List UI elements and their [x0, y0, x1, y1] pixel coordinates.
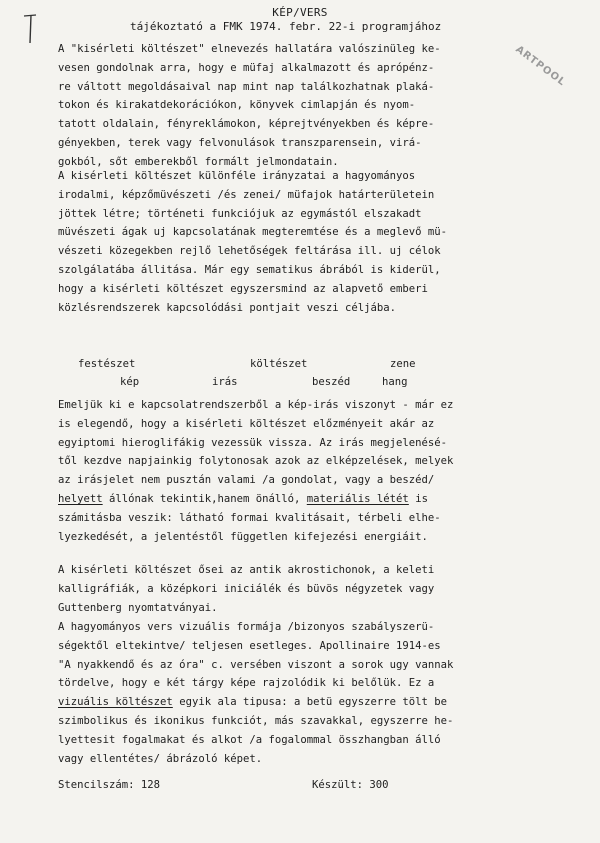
text-line: "A nyakkendő és az óra" c. versében viszont a sorok ugy vannak — [58, 658, 454, 671]
stencil-number: Stencilszám: 128 — [58, 779, 161, 791]
text-line: A "kisérleti költészet" elnevezés hallatára valószinüleg ke- — [58, 43, 441, 55]
text-line: tatott oldalain, fényreklámokon, képrejtvényekben és képre- — [58, 118, 435, 131]
document-title: KÉP/VERS — [272, 6, 328, 19]
paragraph-visual-form — [58, 618, 518, 768]
text-line: közlésrendszerek kapcsolódási pontjait veszi céljába. — [58, 301, 397, 314]
paragraph-image-writing — [58, 396, 518, 546]
text-line: tokon és kirakatdekorációkon, könyvek cimlapján és nyom- — [58, 99, 416, 112]
underlined-word: helyett — [58, 492, 103, 505]
text-line: Guttenberg nyomtatványai. — [58, 601, 218, 614]
text-line: vesen gondolnak arra, hogy e müfaj alkalmazott és aprópénz- — [58, 61, 435, 74]
text-line: számitásba veszik: látható formai kvalitásait, térbeli elhe- — [58, 511, 441, 524]
paragraph-intro — [58, 40, 518, 172]
text-line: gényekben, terek vagy felvonulások transzparensein, virá- — [58, 136, 422, 149]
text-line: irodalmi, képzőmüvészeti /és zenei/ müfajok határterületein — [58, 188, 435, 201]
text-line: A hagyományos vers vizuális formája /bizonyos szabályszerü- — [58, 621, 435, 633]
artpool-stamp: ARTPOOL — [513, 44, 568, 89]
text-line: jöttek létre; történeti funkciójuk az egymástól elszakadt — [58, 207, 422, 220]
text-line: vészeti közegekben rejlő lehetőségek feltárása ill. uj célok — [58, 245, 441, 258]
schematic-diagram — [0, 358, 600, 394]
diagram-label: hang — [382, 376, 408, 388]
diagram-label: költészet — [250, 358, 308, 370]
text-line: szimbolikus és ikonikus funkciót, más szavakkal, egyszerre he- — [58, 714, 454, 727]
text-line: vagy ellentétes/ ábrázoló képet. — [58, 752, 263, 765]
text-line: is elegendő, hogy a kisérleti költészet előzményeit akár az — [58, 417, 435, 430]
text-line: A kisérleti költészet különféle irányzatai a hagyományos — [58, 170, 416, 182]
paragraph-ancestors — [58, 561, 518, 617]
diagram-label: festészet — [78, 358, 136, 370]
underlined-phrase: vizuális költészet — [58, 696, 173, 709]
text-line: hogy a kisérleti költészet egyszersmind az alapvető emberi — [58, 282, 428, 295]
text-line: szolgálatába állitása. Már egy sematikus ábrából is kiderül, — [58, 263, 441, 276]
text-line: gokból, sőt emberekből formált jelmondatain. — [58, 155, 339, 168]
text-line: lyezkedését, a jelentéstől független kifejezési energiáit. — [58, 530, 428, 543]
text-fragment: egyik ala tipusa: a betü egyszerre tölt be — [172, 696, 448, 709]
text-line: A kisérleti költészet ősei az antik akrostichonok, a keleti — [58, 564, 435, 576]
text-line-underlined — [58, 693, 518, 712]
text-fragment: állónak tekintik,hanem önálló, — [102, 492, 307, 505]
text-line: müvészeti ágak uj kapcsolatának megteremtése és a meglevő mü- — [58, 226, 448, 239]
diagram-label: kép — [120, 376, 140, 388]
text-line: egyiptomi hieroglifákig vezessük vissza. Az irás megjelenésé- — [58, 436, 448, 449]
text-line: tördelve, hogy e két tárgy képe rajzolódik ki belőlük. Ez a — [58, 677, 435, 690]
text-line-underlined — [58, 490, 518, 509]
text-line: re váltott megoldásaival nap mint nap találkozhatnak plaká- — [58, 80, 435, 93]
text-line: ségektől eltekintve/ teljesen esetleges. Apollinaire 1914-es — [58, 639, 441, 652]
diagram-label: beszéd — [312, 376, 351, 388]
text-line: Emeljük ki e kapcsolatrendszerből a kép-irás viszonyt - már ez — [58, 399, 454, 411]
text-line: az irásjelet nem pusztán valami /a gondolat, vagy a beszéd/ — [58, 474, 435, 487]
diagram-label: irás — [212, 376, 238, 388]
text-line: kalligráfiák, a középkori iniciálék és büvös négyzetek vagy — [58, 582, 435, 595]
text-line: től kezdve napjainkig folytonosak azok az elképzelések, melyek — [58, 455, 454, 468]
text-line: lyettesit fogalmakat és alkot /a fogalommal összhangban álló — [58, 733, 441, 746]
document-subtitle: tájékoztató a FMK 1974. febr. 22-i programjához — [130, 20, 442, 33]
underlined-phrase: materiális létét — [306, 492, 409, 505]
text-fragment: is — [408, 492, 428, 505]
paragraph-directions — [58, 167, 518, 317]
diagram-label: zene — [390, 358, 416, 370]
print-run: Készült: 300 — [312, 779, 389, 791]
